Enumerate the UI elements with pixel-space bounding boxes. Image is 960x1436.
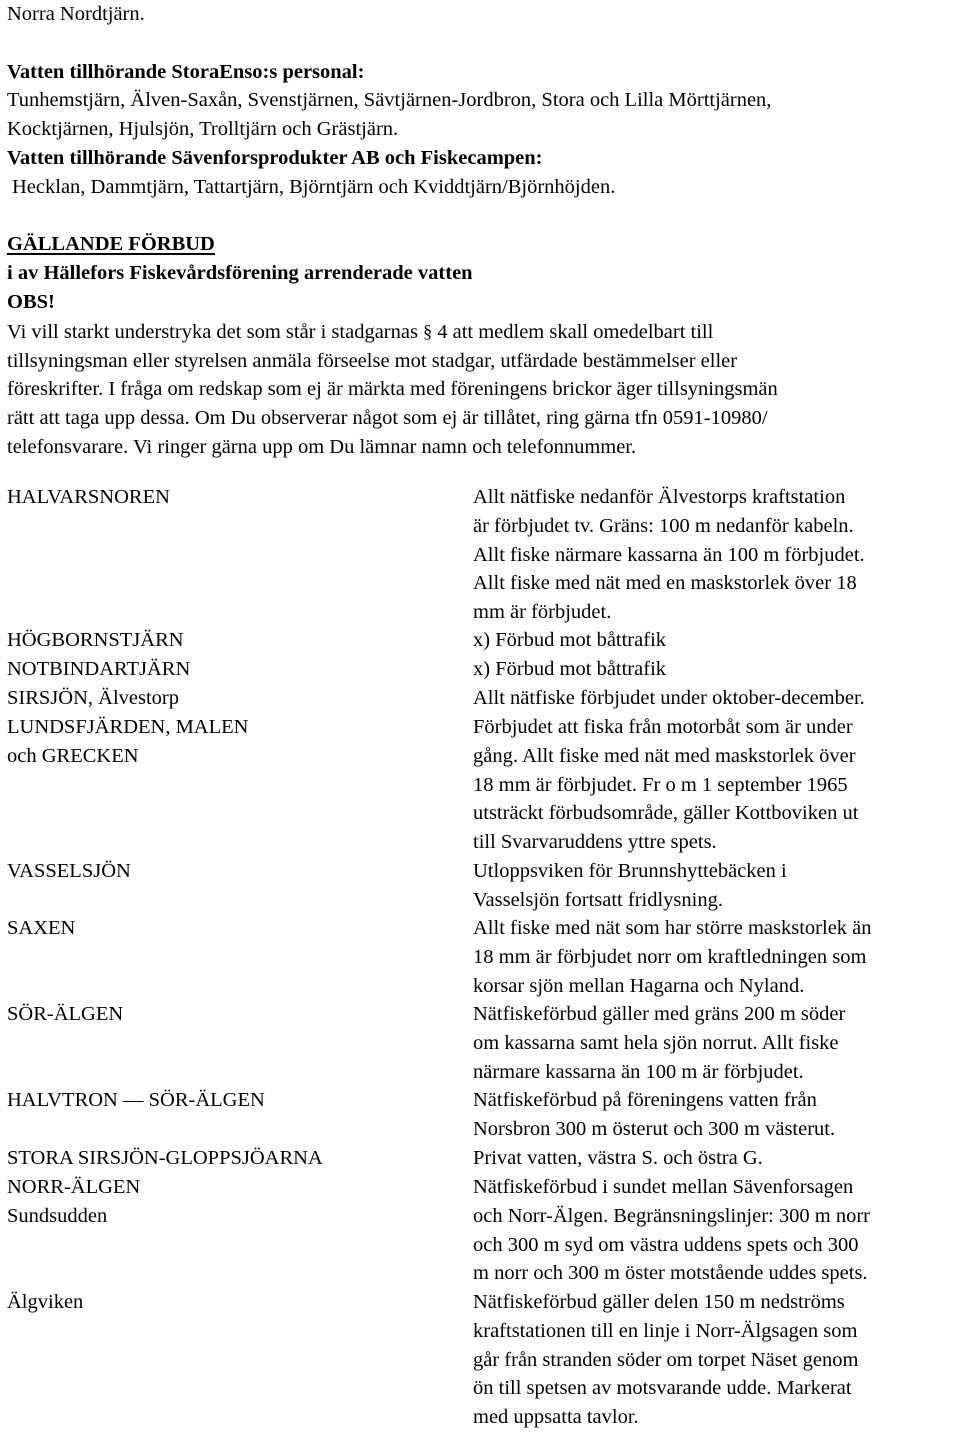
water-name-line: och GRECKEN bbox=[7, 744, 139, 767]
water-rule-line: och 300 m syd om västra uddens spets och 300 bbox=[473, 1233, 859, 1256]
forbud-subheading: i av Hällefors Fiskevårdsförening arrenderade vatten bbox=[7, 262, 473, 285]
water-rule-line: om kassarna samt hela sjön norrut. Allt fiske bbox=[473, 1031, 839, 1054]
storaenso-heading: Vatten tillhörande StoraEnso:s personal: bbox=[7, 60, 365, 83]
water-name-line: Sundsudden bbox=[7, 1204, 108, 1227]
water-rule-line: Förbjudet att fiska från motorbåt som är under bbox=[473, 716, 853, 738]
water-rule bbox=[473, 483, 960, 627]
water-rule-line: gång. Allt fiske med nät med maskstorlek över bbox=[473, 744, 856, 767]
obs-paragraph-line-1 bbox=[7, 317, 957, 347]
water-name-line: NOTBINDARTJÄRN bbox=[7, 658, 191, 680]
water-name bbox=[7, 857, 462, 886]
water-rule bbox=[473, 1086, 960, 1144]
water-rule bbox=[473, 1173, 960, 1288]
water-name bbox=[7, 1173, 462, 1231]
water-rule-line: mm är förbjudet. bbox=[473, 601, 612, 624]
water-name-line: LUNDSFJÄRDEN, MALEN bbox=[7, 716, 249, 738]
water-rule-line: Vasselsjön fortsatt fridlysning. bbox=[473, 888, 723, 911]
water-name-line: SIRSJÖN, Älvestorp bbox=[7, 687, 179, 709]
water-rule-line: Utloppsviken för Brunnshyttebäcken i bbox=[473, 860, 787, 882]
water-rule-line: till Svarvaruddens yttre spets. bbox=[473, 831, 717, 854]
water-rule-line: 18 mm är förbjudet. Fr o m 1 september 1965 bbox=[473, 773, 848, 796]
obs-line-1-end: 4 att medlem skall omedelbart till bbox=[437, 320, 714, 343]
water-name bbox=[7, 626, 462, 655]
water-rule-line: x) Förbud mot båttrafik bbox=[473, 629, 667, 651]
spacer bbox=[7, 29, 957, 58]
water-rule-line: går från stranden söder om torpet Näset genom bbox=[473, 1348, 859, 1371]
water-rule-line: x) Förbud mot båttrafik bbox=[473, 658, 667, 680]
water-rule-line: Allt fiske närmare kassarna än 100 m förbjudet. bbox=[473, 543, 865, 566]
water-rule-line: Allt nätfiske förbjudet under oktober-december. bbox=[473, 687, 865, 709]
region-title: Norra Nordtjärn. bbox=[7, 3, 145, 25]
water-rule-line: 18 mm är förbjudet norr om kraftledningen som bbox=[473, 945, 867, 968]
water-rule-line: Nätfiskeförbud gäller delen 150 m nedströms bbox=[473, 1291, 845, 1313]
water-name-line: VASSELSJÖN bbox=[7, 860, 131, 882]
water-rule-line: Allt fiske med nät som har större maskstorlek än bbox=[473, 917, 872, 939]
water-rule-line: m norr och 300 m öster motstående uddes spets. bbox=[473, 1262, 868, 1285]
water-name-line: HALVARSNOREN bbox=[7, 486, 170, 508]
water-rule-line: med uppsatta tavlor. bbox=[473, 1406, 639, 1429]
water-rule-line: Privat vatten, västra S. och östra G. bbox=[473, 1147, 763, 1169]
water-rule bbox=[473, 857, 960, 915]
obs-line-1-start: Vi vill starkt understryka det som står i stadgarnas bbox=[7, 320, 418, 343]
obs-paragraph-line-3: föreskrifter. I fråga om redskap som ej är märkta med föreningens brickor äger tillsyningsmän bbox=[7, 378, 778, 401]
water-name-line: SAXEN bbox=[7, 917, 76, 939]
water-rule-line: Norsbron 300 m österut och 300 m västerut. bbox=[473, 1117, 836, 1140]
water-rule bbox=[473, 1288, 960, 1432]
water-name bbox=[7, 483, 462, 512]
saven-heading: Vatten tillhörande Sävenforsprodukter AB och Fiskecampen: bbox=[7, 146, 543, 169]
water-name-line: NORR-ÄLGEN bbox=[7, 1176, 141, 1198]
water-rule-line: är förbjudet tv. Gräns: 100 m nedanför kabeln. bbox=[473, 514, 854, 537]
forbud-heading: GÄLLANDE FÖRBUD bbox=[7, 233, 215, 256]
spacer bbox=[7, 202, 957, 231]
water-name-line: HÖGBORNSTJÄRN bbox=[7, 629, 184, 651]
water-rule bbox=[473, 914, 960, 1000]
water-name-line: SÖR-ÄLGEN bbox=[7, 1003, 124, 1025]
water-name-line: STORA SIRSJÖN-GLOPPSJÖARNA bbox=[7, 1147, 323, 1169]
water-rule-line: Allt fiske med nät med en maskstorlek över 18 bbox=[473, 572, 857, 595]
document-page bbox=[7, 0, 957, 462]
water-rule-line: utsträckt förbudsområde, gäller Kottboviken ut bbox=[473, 802, 859, 825]
water-rule-line: Nätfiskeförbud gäller med gräns 200 m söder bbox=[473, 1003, 846, 1025]
obs-paragraph-line-2: tillsyningsman eller styrelsen anmäla förseelse mot stadgar, utfärdade bestämmelser eller bbox=[7, 349, 738, 372]
obs-label: OBS! bbox=[7, 290, 55, 313]
water-name bbox=[7, 914, 462, 943]
storaenso-waters-line-1: Tunhemstjärn, Älven-Saxån, Svenstjärnen, Sävtjärnen-Jordbron, Stora och Lilla Mörttjärnen, bbox=[7, 89, 772, 112]
water-name-line: HALVTRON — SÖR-ÄLGEN bbox=[7, 1089, 265, 1111]
obs-paragraph-line-4: rätt att taga upp dessa. Om Du observerar något som ej är tillåtet, ring gärna tfn 0591-10980/ bbox=[7, 407, 768, 430]
water-name bbox=[7, 684, 462, 713]
water-rule bbox=[473, 655, 960, 684]
water-rule-line: Nätfiskeförbud på föreningens vatten från bbox=[473, 1089, 817, 1111]
water-rule bbox=[473, 713, 960, 857]
water-rule-line: Allt nätfiske nedanför Älvestorps kraftstation bbox=[473, 486, 846, 508]
saven-waters: Hecklan, Dammtjärn, Tattartjärn, Björntjärn och Kviddtjärn/Björnhöjden. bbox=[12, 175, 616, 198]
water-rule-line: ön till spetsen av motsvarande udde. Markerat bbox=[473, 1377, 852, 1400]
water-name bbox=[7, 1288, 462, 1317]
water-name bbox=[7, 713, 462, 771]
water-rule-line: kraftstationen till en linje i Norr-Älgsagen som bbox=[473, 1319, 858, 1342]
storaenso-waters-line-2: Kocktjärnen, Hjulsjön, Trolltjärn och Grästjärn. bbox=[7, 118, 399, 141]
water-rule-line: närmare kassarna än 100 m är förbjudet. bbox=[473, 1060, 804, 1083]
water-rule bbox=[473, 626, 960, 655]
water-rule-line: Nätfiskeförbud i sundet mellan Sävenforsagen bbox=[473, 1176, 854, 1198]
water-rule-line: korsar sjön mellan Hagarna och Nyland. bbox=[473, 974, 805, 997]
obs-paragraph-line-5: telefonsvarare. Vi ringer gärna upp om Du lämnar namn och telefonnummer. bbox=[7, 435, 637, 458]
water-name-line: Älgviken bbox=[7, 1291, 84, 1313]
water-name bbox=[7, 1144, 462, 1173]
water-rule-line: och Norr-Älgen. Begränsningslinjer: 300 m norr bbox=[473, 1204, 870, 1227]
section-sign: § bbox=[423, 320, 433, 341]
water-name bbox=[7, 655, 462, 684]
water-name bbox=[7, 1000, 462, 1029]
water-rule bbox=[473, 1144, 960, 1173]
water-rule bbox=[473, 1000, 960, 1086]
water-name bbox=[7, 1086, 462, 1115]
water-rule bbox=[473, 684, 960, 713]
